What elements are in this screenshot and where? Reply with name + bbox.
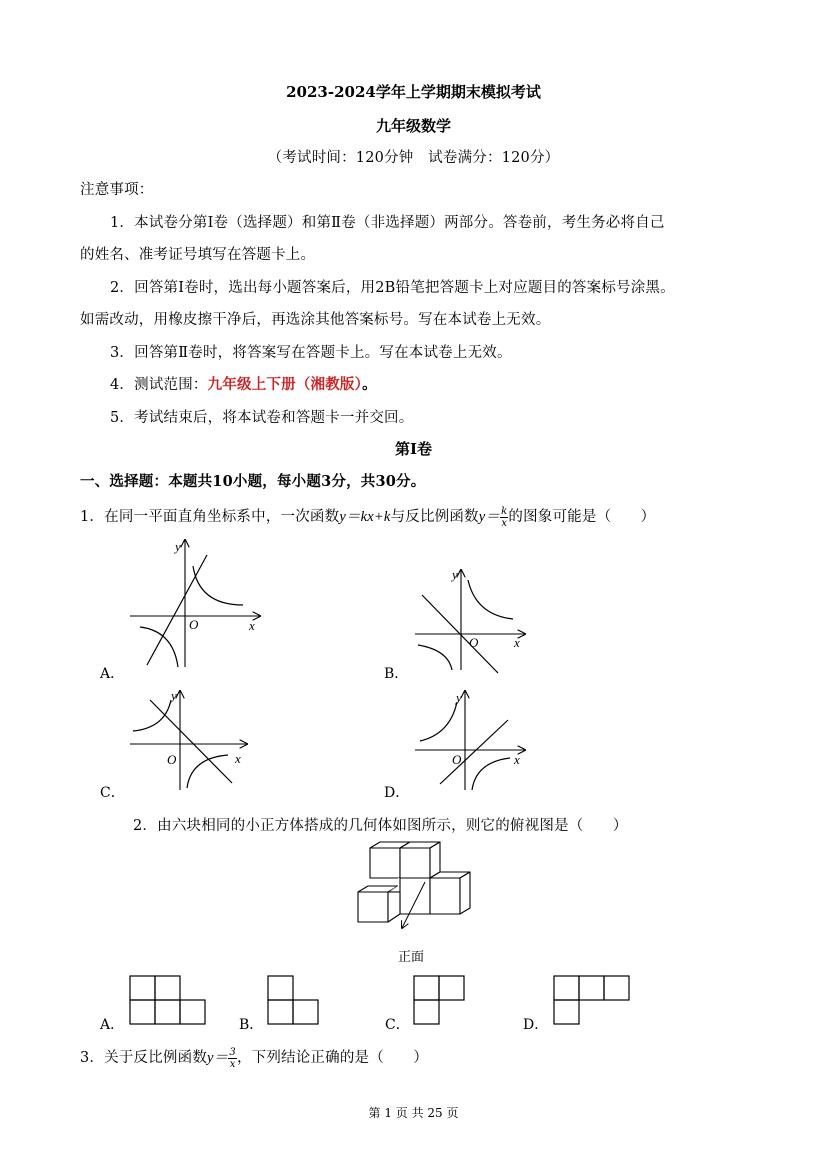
note-4 <box>110 373 377 394</box>
x-label: x <box>235 751 241 766</box>
q1-frac-den: x <box>501 517 508 529</box>
q1-text-pre: 1．在同一平面直角坐标系中，一次函数 <box>80 509 340 525</box>
note-3: 3．回答第Ⅱ卷时，将答案写在答题卡上。写在本试卷上无效。 <box>110 345 512 361</box>
cube-upper-right-face <box>400 848 430 878</box>
q1-graph-a <box>125 535 265 670</box>
hyperbola-branch-2 <box>472 758 510 790</box>
q2-option-c-figure <box>413 975 468 1027</box>
q1-text-post: 的图象可能是（ ） <box>508 509 656 525</box>
q1-option-a[interactable]: A． <box>100 666 125 682</box>
q2-option-a[interactable]: A． <box>100 1017 125 1033</box>
volume-title: 第Ⅰ卷 <box>394 440 433 458</box>
q1-frac-num: k <box>501 505 508 517</box>
notes-heading: 注意事项： <box>80 182 154 198</box>
question-3 <box>80 1046 428 1070</box>
q1-text-mid: 与反比例函数 <box>390 509 479 525</box>
note-1-line-1: 1．本试卷分第Ⅰ卷（选择题）和第Ⅱ卷（非选择题）两部分。答卷前，考生务必将自己 <box>110 215 665 231</box>
origin-label: O <box>167 752 177 767</box>
q3-text-post: ，下列结论正确的是（ ） <box>236 1050 429 1066</box>
y-label: y <box>171 688 177 703</box>
page-subtitle: 九年级数学 <box>375 117 451 135</box>
x-label: x <box>514 752 520 767</box>
test-range: 九年级上下册（湘教版） <box>207 376 363 393</box>
cube-lower-side <box>460 872 470 914</box>
question-1 <box>80 505 655 529</box>
q1-graph-d <box>410 688 530 793</box>
y-label: y <box>456 690 462 705</box>
q2-option-c[interactable]: C． <box>385 1017 410 1033</box>
x-label: x <box>514 635 520 650</box>
x-label: x <box>249 618 255 633</box>
cube-upper-left-face <box>370 848 400 878</box>
q2-cube-figure <box>350 840 480 940</box>
cube-lower-left-face <box>358 892 388 922</box>
front-label: 正面 <box>398 950 425 965</box>
origin-label: O <box>189 617 199 632</box>
q1-graph-c <box>125 688 255 793</box>
q1-linear-function: y＝kx+k <box>339 509 391 525</box>
note-5: 5．考试结束后，将本试卷和答题卡一并交回。 <box>110 410 414 426</box>
page-number: 第 1 页 共 25 页 <box>368 1106 459 1120</box>
q3-text-pre: 3．关于反比例函数 <box>80 1050 208 1066</box>
q2-option-b[interactable]: B． <box>239 1017 264 1033</box>
part-title: 一、选择题：本题共10小题，每小题3分，共30分。 <box>80 473 426 490</box>
y-label: y <box>175 539 181 554</box>
hyperbola-branch-1 <box>468 580 513 619</box>
linear-line <box>147 555 207 665</box>
q3-fraction <box>228 1047 237 1070</box>
q2-option-a-figure <box>129 975 209 1027</box>
q2-option-d[interactable]: D． <box>523 1017 549 1033</box>
hyperbola-branch-2 <box>187 755 228 788</box>
note-2-line-2: 如需改动，用橡皮擦干净后，再选涂其他答案标号。写在本试卷上无效。 <box>80 312 551 328</box>
hyperbola-branch-1 <box>420 702 457 741</box>
origin-label: O <box>469 635 479 650</box>
q1-y-eq: y＝ <box>478 509 501 525</box>
linear-line <box>150 700 232 783</box>
question-2: 2．由六块相同的小正方体搭成的几何体如图所示，则它的俯视图是（ ） <box>133 818 628 834</box>
q3-y-eq: y＝ <box>207 1050 229 1066</box>
q2-option-d-figure <box>553 975 633 1027</box>
exam-info: （考试时间：120分钟 试卷满分：120分） <box>267 150 560 166</box>
origin-label: O <box>452 752 462 767</box>
q1-option-d[interactable]: D． <box>384 785 410 801</box>
cube-lower-mid-face <box>400 878 430 914</box>
q1-option-c[interactable]: C． <box>100 785 125 801</box>
q1-option-b[interactable]: B． <box>384 666 409 682</box>
note-4-prefix: 4．测试范围： <box>110 377 208 393</box>
q3-frac-num: 3 <box>229 1046 236 1058</box>
hyperbola-branch-2 <box>418 645 452 670</box>
q2-option-b-figure <box>267 975 322 1027</box>
hyperbola-branch-2 <box>140 627 178 667</box>
note-2-line-1: 2．回答第Ⅰ卷时，选出每小题答案后，用2B铅笔把答题卡上对应题目的答案标号涂黑。 <box>110 280 675 296</box>
q1-graph-b <box>410 565 530 665</box>
q3-frac-den: x <box>229 1058 236 1070</box>
cube-left-top <box>358 886 398 892</box>
cube-lower-right-face <box>430 878 460 914</box>
note-4-suffix: 。 <box>362 376 377 393</box>
hyperbola-branch-1 <box>193 566 243 605</box>
note-1-line-2: 的姓名、准考证号填写在答题卡上。 <box>80 247 316 263</box>
page-title: 2023-2024学年上学期期末模拟考试 <box>286 83 541 101</box>
y-label: y <box>452 567 458 582</box>
linear-line <box>440 720 508 784</box>
